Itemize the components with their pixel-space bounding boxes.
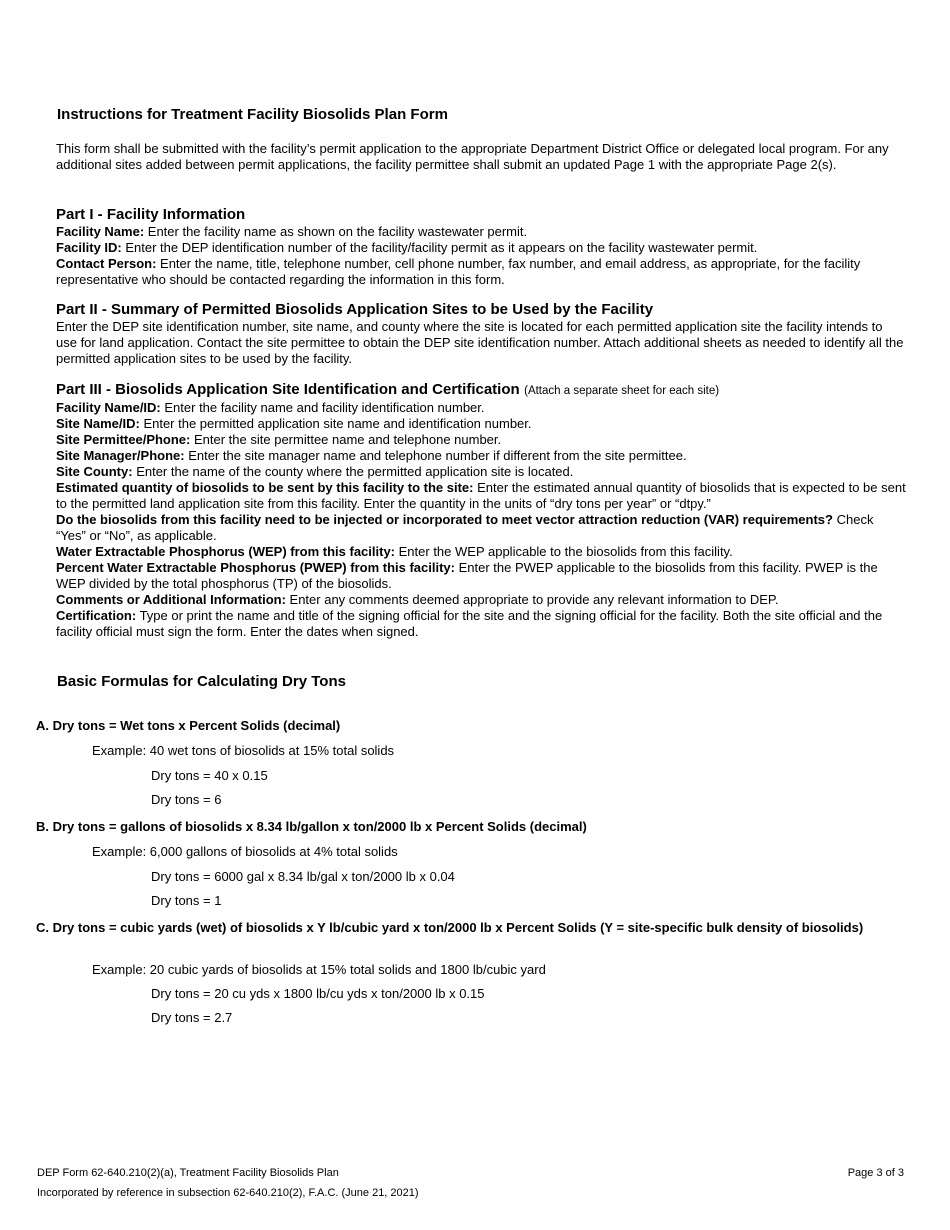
part3-item xyxy=(56,464,906,480)
item-text: Enter the PWEP applicable to the biosolids from this facility. PWEP is the WEP divided by the total phosphorus (TP) of the biosolids. xyxy=(56,560,878,591)
item-label: Facility ID: xyxy=(56,240,122,255)
item-label: Site Manager/Phone: xyxy=(56,448,185,463)
part1-item xyxy=(56,256,906,288)
part2-text: Enter the DEP site identification number, site name, and county where the site is located for each permitted application site the facility intends to use for land application. Contact the site permittee to obtain the DEP site identification number. Attach additional sheets as needed to identify all the permitted application sites to be used by the facility. xyxy=(56,319,904,366)
item-text: Enter the WEP applicable to the biosolids from this facility. xyxy=(398,544,733,559)
item-text: Type or print the name and title of the signing official for the site and the signing official for the facility. Both the site official and the facility official must sign the form. Enter the dates when signed. xyxy=(56,608,883,639)
item-text: Enter any comments deemed appropriate to provide any relevant information to DEP. xyxy=(289,592,779,607)
part3-item xyxy=(56,448,906,464)
item-text: Enter the facility name as shown on the facility wastewater permit. xyxy=(147,224,528,239)
item-text: Check “Yes” or “No”, as applicable. xyxy=(56,512,874,543)
footer-page-number: Page 3 of 3 xyxy=(847,1167,904,1179)
item-label: Contact Person: xyxy=(56,256,157,271)
part2-section xyxy=(56,301,906,367)
item-text: Enter the estimated annual quantity of biosolids that is expected to be sent to the permitted land application site from this facility. Enter the quantity in the units of “dry tons per year” or “dtpy.” xyxy=(56,480,906,511)
formula-b-calc: Dry tons = 6000 gal x 8.34 lb/gal x ton/2000 lb x 0.04 xyxy=(151,869,455,884)
item-label: Comments or Additional Information: xyxy=(56,592,286,607)
item-label: Water Extractable Phosphorus (WEP) from this facility: xyxy=(56,544,396,559)
part3-item xyxy=(56,400,906,416)
item-label: Site Name/ID: xyxy=(56,416,140,431)
part3-item xyxy=(56,560,906,592)
item-text: Enter the site permittee name and telephone number. xyxy=(194,432,502,447)
item-label: Facility Name/ID: xyxy=(56,400,161,415)
part1-item xyxy=(56,224,906,240)
formula-c-title: C. Dry tons = cubic yards (wet) of biosolids x Y lb/cubic yard x ton/2000 lb x Percent Solids (Y = site-specific bulk density of biosolids) xyxy=(36,920,864,935)
page-title: Instructions for Treatment Facility Biosolids Plan Form xyxy=(57,106,448,123)
formula-b-title: B. Dry tons = gallons of biosolids x 8.34 lb/gallon x ton/2000 lb x Percent Solids (decimal) xyxy=(36,819,587,834)
item-label: Facility Name: xyxy=(56,224,145,239)
part1-item xyxy=(56,240,906,256)
formula-a-example: Example: 40 wet tons of biosolids at 15% total solids xyxy=(92,743,395,758)
item-label: Site Permittee/Phone: xyxy=(56,432,191,447)
part2-heading: Part II - Summary of Permitted Biosolids Application Sites to be Used by the Facility xyxy=(56,301,654,318)
part3-section xyxy=(56,381,906,640)
formula-c-calc: Dry tons = 20 cu yds x 1800 lb/cu yds x ton/2000 lb x 0.15 xyxy=(151,986,485,1001)
part3-note: (Attach a separate sheet for each site) xyxy=(524,385,720,397)
item-text: Enter the permitted application site name and identification number. xyxy=(143,416,532,431)
part3-item xyxy=(56,512,906,544)
item-text: Enter the name of the county where the permitted application site is located. xyxy=(136,464,574,479)
item-text: Enter the facility name and facility identification number. xyxy=(164,400,485,415)
formula-a-title: A. Dry tons = Wet tons x Percent Solids (decimal) xyxy=(36,718,341,733)
item-label: Site County: xyxy=(56,464,133,479)
item-text: Enter the DEP identification number of the facility/facility permit as it appears on the facility wastewater permit. xyxy=(125,240,758,255)
formula-a-result: Dry tons = 6 xyxy=(151,792,222,807)
item-text: Enter the name, title, telephone number, cell phone number, fax number, and email address, as appropriate, for the facility representative who should be contacted regarding the information in this form. xyxy=(56,256,861,287)
formula-c-result: Dry tons = 2.7 xyxy=(151,1010,233,1025)
part3-item xyxy=(56,432,906,448)
formula-c-example: Example: 20 cubic yards of biosolids at 15% total solids and 1800 lb/cubic yard xyxy=(92,962,546,977)
footer-form-id: DEP Form 62-640.210(2)(a), Treatment Facility Biosolids Plan xyxy=(37,1167,339,1179)
footer-incorporated: Incorporated by reference in subsection 62-640.210(2), F.A.C. (June 21, 2021) xyxy=(37,1187,419,1199)
part3-item xyxy=(56,416,906,432)
formulas-heading: Basic Formulas for Calculating Dry Tons xyxy=(57,673,346,690)
item-label: Estimated quantity of biosolids to be sent by this facility to the site: xyxy=(56,480,474,495)
formula-a-calc: Dry tons = 40 x 0.15 xyxy=(151,768,268,783)
part3-item xyxy=(56,608,906,640)
part1-section xyxy=(56,206,906,288)
part3-item xyxy=(56,592,906,608)
item-text: Enter the site manager name and telephone number if different from the site permittee. xyxy=(188,448,687,463)
part1-heading: Part I - Facility Information xyxy=(56,206,246,223)
item-label: Percent Water Extractable Phosphorus (PWEP) from this facility: xyxy=(56,560,455,575)
part3-heading: Part III - Biosolids Application Site Identification and Certification xyxy=(56,381,520,398)
part3-item xyxy=(56,544,906,560)
formula-b-example: Example: 6,000 gallons of biosolids at 4% total solids xyxy=(92,844,398,859)
formula-b-result: Dry tons = 1 xyxy=(151,893,222,908)
part3-item xyxy=(56,480,906,512)
intro-paragraph: This form shall be submitted with the facility’s permit application to the appropriate Department District Office or delegated local program. For any additional sites added between permit applications, the facility permittee shall submit an updated Page 1 with the appropriate Page 2(s). xyxy=(56,141,889,172)
item-label: Certification: xyxy=(56,608,137,623)
item-label: Do the biosolids from this facility need to be injected or incorporated to meet vector attraction reduction (VAR) requirements? xyxy=(56,512,833,527)
